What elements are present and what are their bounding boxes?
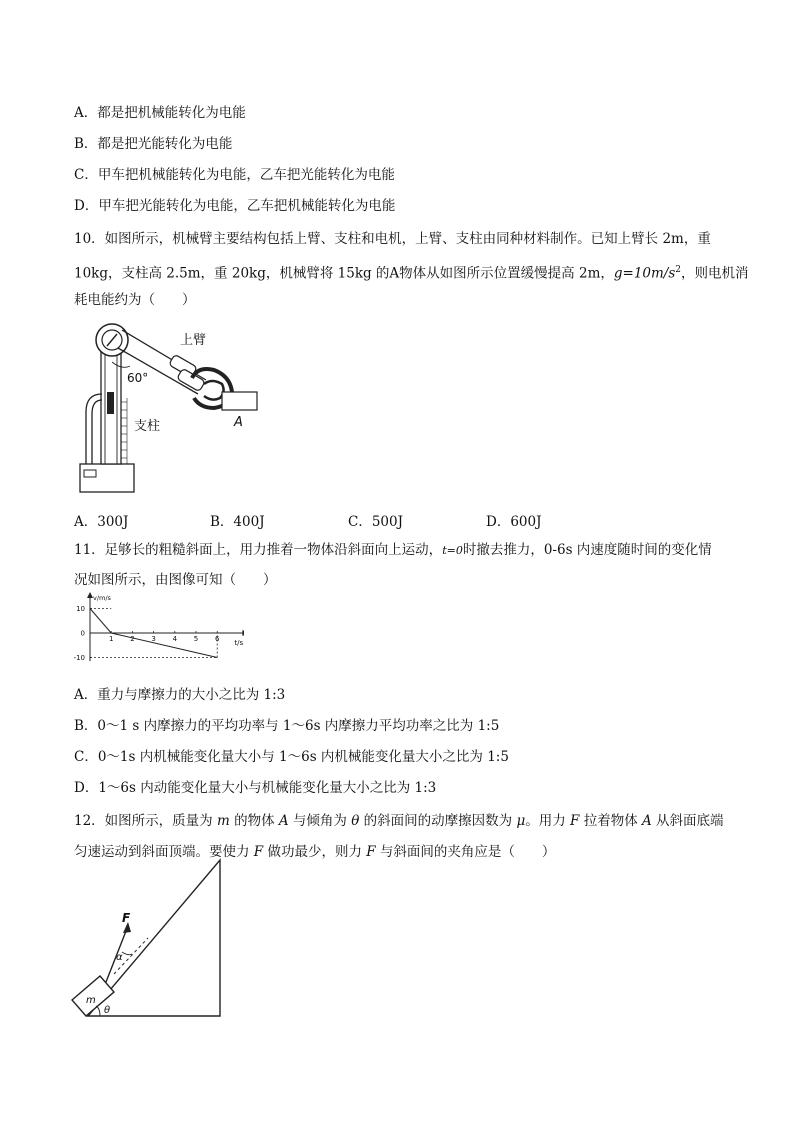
q10-option-c: C．500J	[348, 514, 404, 530]
q9-option-b: B．都是把光能转化为电能	[74, 136, 233, 152]
robot-arm-figure	[74, 322, 274, 494]
q9-option-a: A．都是把机械能转化为电能	[74, 105, 246, 121]
q10-option-a: A．300J	[74, 514, 129, 530]
q10-options	[74, 510, 734, 530]
x-tick-label: 3	[151, 635, 156, 643]
q12-stem-line2: 匀速运动到斜面顶端。要使力 F 做功最少，则力 F 与斜面间的夹角应是（ ）	[74, 844, 556, 860]
q12-stem-line1: 12．如图所示，质量为 m 的物体 A 与倾角为 θ 的斜面间的动摩擦因数为 μ。用力 F 拉着物体 A 从斜面底端	[74, 813, 724, 829]
q9-option-d: D．甲车把光能转化为电能，乙车把机械能转化为电能	[74, 198, 396, 214]
q9-option-c: C．甲车把机械能转化为电能，乙车把光能转化为电能	[74, 167, 395, 183]
q11-option-d: D．1～6s 内动能变化量大小与机械能变化量大小之比为 1:3	[74, 780, 437, 796]
upper-arm-label: 上臂	[180, 333, 207, 348]
q10-stem-line1: 10．如图所示，机械臂主要结构包括上臂、支柱和电机，上臂、支柱由同种材料制作。已知上臂长 2m，重	[74, 231, 711, 247]
alpha-label: α	[116, 952, 123, 963]
x-axis-label: t/s	[234, 639, 244, 647]
x-tick-label: 5	[193, 635, 199, 643]
q11-stem-line2: 况如图所示，由图像可知（ ）	[74, 572, 277, 588]
force-label: F	[122, 911, 131, 925]
x-tick-label: 1	[109, 635, 114, 643]
velocity-time-chart	[64, 592, 244, 670]
q11-option-b: B．0～1 s 内摩擦力的平均功率与 1～6s 内摩擦力平均功率之比为 1:5	[74, 718, 500, 734]
angle-label: 60°	[127, 371, 149, 385]
q10-stem-line2: 10kg，支柱高 2.5m，重 20kg，机械臂将 15kg 的A物体从如图所示位置缓慢提高 2m，$g=10m/s^2$，则电机消	[74, 265, 749, 282]
q10-option-b: B．400J	[210, 514, 265, 530]
q11-stem-line1: 11．足够长的粗糙斜面上，用力推着一物体沿斜面向上运动，t=0时撤去推力，0-6s 内速度随时间的变化情	[74, 542, 712, 558]
y-axis-label: v/m/s	[93, 594, 111, 602]
y-tick-label: -10	[73, 654, 85, 662]
pillar-label: 支柱	[134, 419, 161, 434]
x-axis-arrow	[242, 630, 244, 636]
q10-stem-line3: 耗电能约为（ ）	[74, 292, 196, 308]
mass-label: m	[86, 995, 96, 1006]
x-tick-label: 4	[172, 635, 178, 643]
q10-option-d: D．600J	[486, 514, 542, 530]
incline-figure	[70, 856, 230, 1020]
x-tick-label: 6	[215, 635, 220, 643]
y-tick-label: 10	[76, 605, 85, 613]
q11-option-c: C．0～1s 内机械能变化量大小与 1～6s 内机械能变化量大小之比为 1:5	[74, 749, 509, 765]
object-a-label: A	[234, 415, 243, 430]
q11-option-a: A．重力与摩擦力的大小之比为 1:3	[74, 687, 286, 703]
y-tick-label: 0	[80, 629, 85, 638]
x-tick-label: 2	[130, 635, 135, 643]
theta-label: θ	[104, 1005, 111, 1016]
